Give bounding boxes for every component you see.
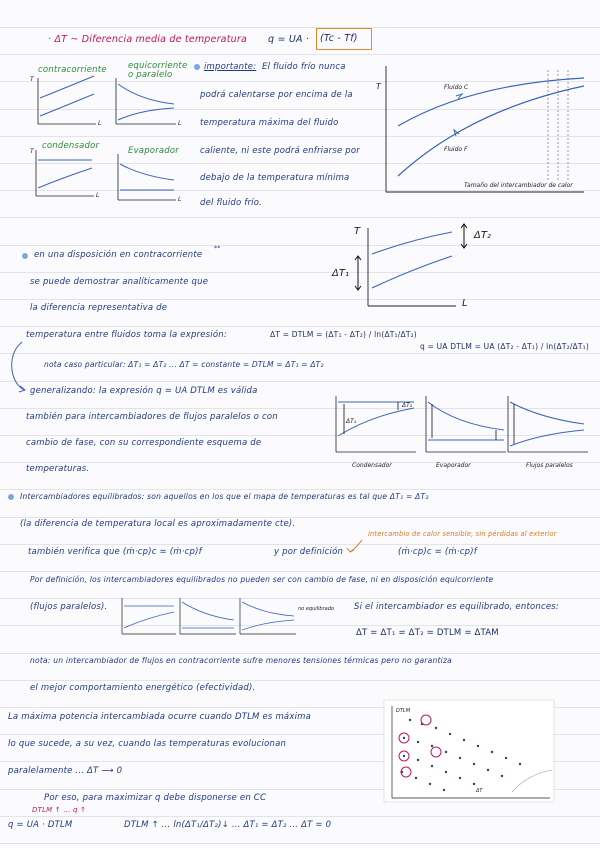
section-title: · ΔT ~ Diferencia media de temperatura (48, 34, 247, 45)
eq-caption-small: no equilibrado (298, 606, 334, 612)
gen-line-2: cambio de fase, con su correspondiente esquema de (26, 438, 262, 448)
dt-plot-dT1: ΔT₁ (332, 268, 349, 279)
importante-line-4: debajo de la temperatura mínima (200, 173, 350, 183)
nota-line-6: Por eso, para maximizar q debe disponerse en CC (44, 793, 267, 803)
scatter-ylabel: DTLM (396, 708, 411, 714)
scatter-plot (384, 700, 554, 802)
gen-dT1: ΔT₁ (346, 418, 357, 425)
nota-line-4: lo que sucede, a su vez, cuando las temperaturas evolucionan (8, 739, 287, 749)
axis-L-1: L (98, 120, 102, 127)
eq-line-3c: (ṁ·cp)c = (ṁ·cp)f (398, 547, 477, 557)
gen-line-1: también para intercambiadores de flujos paralelos o con (26, 412, 278, 422)
importante-line-0: El fluido frío nunca (262, 62, 346, 72)
nota-line-9: DTLM ↑ ... ln(ΔT₁/ΔT₂)↓ ... ΔT₁ = ΔT₂ ... ΔT = 0 (124, 820, 332, 830)
annotation-arrow (350, 540, 362, 552)
eq-line-5: (flujos paralelos). (30, 602, 108, 612)
nota-line-7: DTLM ↑ ... q ↑ (32, 806, 87, 814)
exchanger-axis-T: T (376, 82, 381, 91)
nota-line-3: La máxima potencia intercambiada ocurre cuando DTLM es máxima (8, 712, 312, 722)
dt-plot (355, 224, 467, 306)
bullet-dot (8, 494, 14, 500)
dt-plot-T: T (354, 226, 361, 237)
nota-line-5: paralelamente ... ΔT ⟶ 0 (8, 766, 123, 776)
graph-evaporador (118, 154, 176, 200)
axis-L-3: L (96, 192, 100, 199)
nota-line-8: q = UA · DTLM (8, 820, 73, 830)
formula-box-text: (Tc - Tf) (320, 33, 358, 44)
exchanger-label-f: Fluido F (444, 146, 468, 153)
caption-paralelos: Flujos paralelos (526, 462, 573, 469)
formula-q: q = UA · (268, 34, 310, 45)
label-contracorriente: contracorriente (38, 65, 107, 75)
cc-line-3: temperatura entre fluidos toma la expresión: (26, 330, 227, 340)
formula-dtlm: ΔT = DTLM = (ΔT₁ - ΔT₂) / ln(ΔT₁/ΔT₂) (270, 330, 417, 339)
brace (12, 342, 24, 390)
graph-equicorriente (116, 78, 176, 124)
label-equicorriente: equicorriente o paralelo (128, 61, 188, 80)
importante-line-1: podrá calentarse por encima de la (200, 90, 353, 100)
graph-evaporador-2 (426, 396, 506, 452)
cc-superscript: ** (214, 245, 221, 252)
bullet-dot (22, 253, 28, 259)
caption-evaporador: Evaporador (436, 462, 471, 469)
graph-paralelos-2 (508, 396, 588, 452)
eq-line-6: ΔT = ΔT₁ = ΔT₂ = DTLM = ΔTAM (356, 628, 499, 638)
axis-T-1: T (30, 76, 34, 83)
dt-plot-dT2: ΔT₂ (474, 230, 491, 241)
dt-plot-L: L (462, 298, 468, 309)
exchanger-xlabel: Tamaño del intercambiador de calor (464, 182, 573, 189)
cc-line-0: en una disposición en contracorriente (34, 250, 203, 260)
importante-line-3: caliente, ni este podrá enfriarse por (200, 146, 360, 156)
nota-line-2: el mejor comportamiento energético (efectividad). (30, 683, 256, 693)
caption-condensador: Condensador (352, 462, 392, 469)
importante-heading: importante: (204, 62, 257, 72)
eq-annotation: intercambio de calor sensible, sin pérdidas al exterior (368, 530, 557, 538)
importante-line-2: temperatura máxima del fluido (200, 118, 339, 128)
importante-line-5: del fluido frío. (200, 198, 263, 208)
eq-line-1: Intercambiadores equilibrados: son aquellos en los que el mapa de temperaturas es tal que ΔT₁ = ΔT₂ (20, 492, 429, 501)
eq-line-4: Por definición, los intercambiadores equilibrados no pueden ser con cambio de fase, ni en disposición equicorriente (30, 575, 494, 584)
graph-condensador (36, 150, 94, 196)
formula-q-dtlm: q = UA DTLM = UA (ΔT₂ - ΔT₁) / ln(ΔT₂/ΔT₁) (420, 342, 589, 351)
exchanger-plot (386, 66, 584, 192)
gen-line-0: generalizando: la expresión q = UA DTLM es válida (30, 386, 258, 396)
tiny-graph-2 (180, 598, 236, 634)
eq-line-3b: y por definición (274, 547, 344, 557)
exchanger-label-c: Fluido C (444, 84, 469, 91)
gen-line-3: temperaturas. (26, 464, 90, 474)
tiny-graph-3 (240, 598, 296, 634)
axis-L-2: L (178, 120, 182, 127)
eq-line-5b: Si el intercambiador es equilibrado, entonces: (354, 602, 559, 612)
tiny-graph-1 (122, 598, 176, 634)
label-condensador: condensador (42, 141, 100, 151)
graph-contracorriente (38, 76, 96, 124)
eq-line-2: (la diferencia de temperatura local es aproximadamente cte). (20, 519, 296, 529)
scatter-xlabel: ΔT (476, 788, 483, 794)
cc-line-2: la diferencia representativa de (30, 303, 168, 313)
nota-line-1: nota: un intercambiador de flujos en contracorriente sufre menores tensiones térmicas pero no garantiza (30, 656, 453, 665)
cc-line-1: se puede demostrar analíticamente que (30, 277, 209, 287)
gen-dT2: ΔT₂ (402, 402, 413, 409)
eq-line-3: también verifica que (ṁ·cp)c = (ṁ·cp)f (28, 547, 202, 557)
axis-T-3: T (30, 148, 34, 155)
bullet-dot (194, 64, 200, 70)
axis-L-4: L (178, 196, 182, 203)
cc-note: nota caso particular: ΔT₁ = ΔT₂ ... ΔT = constante = DTLM = ΔT₁ = ΔT₂ (44, 360, 324, 369)
label-evaporador: Evaporador (128, 146, 179, 156)
